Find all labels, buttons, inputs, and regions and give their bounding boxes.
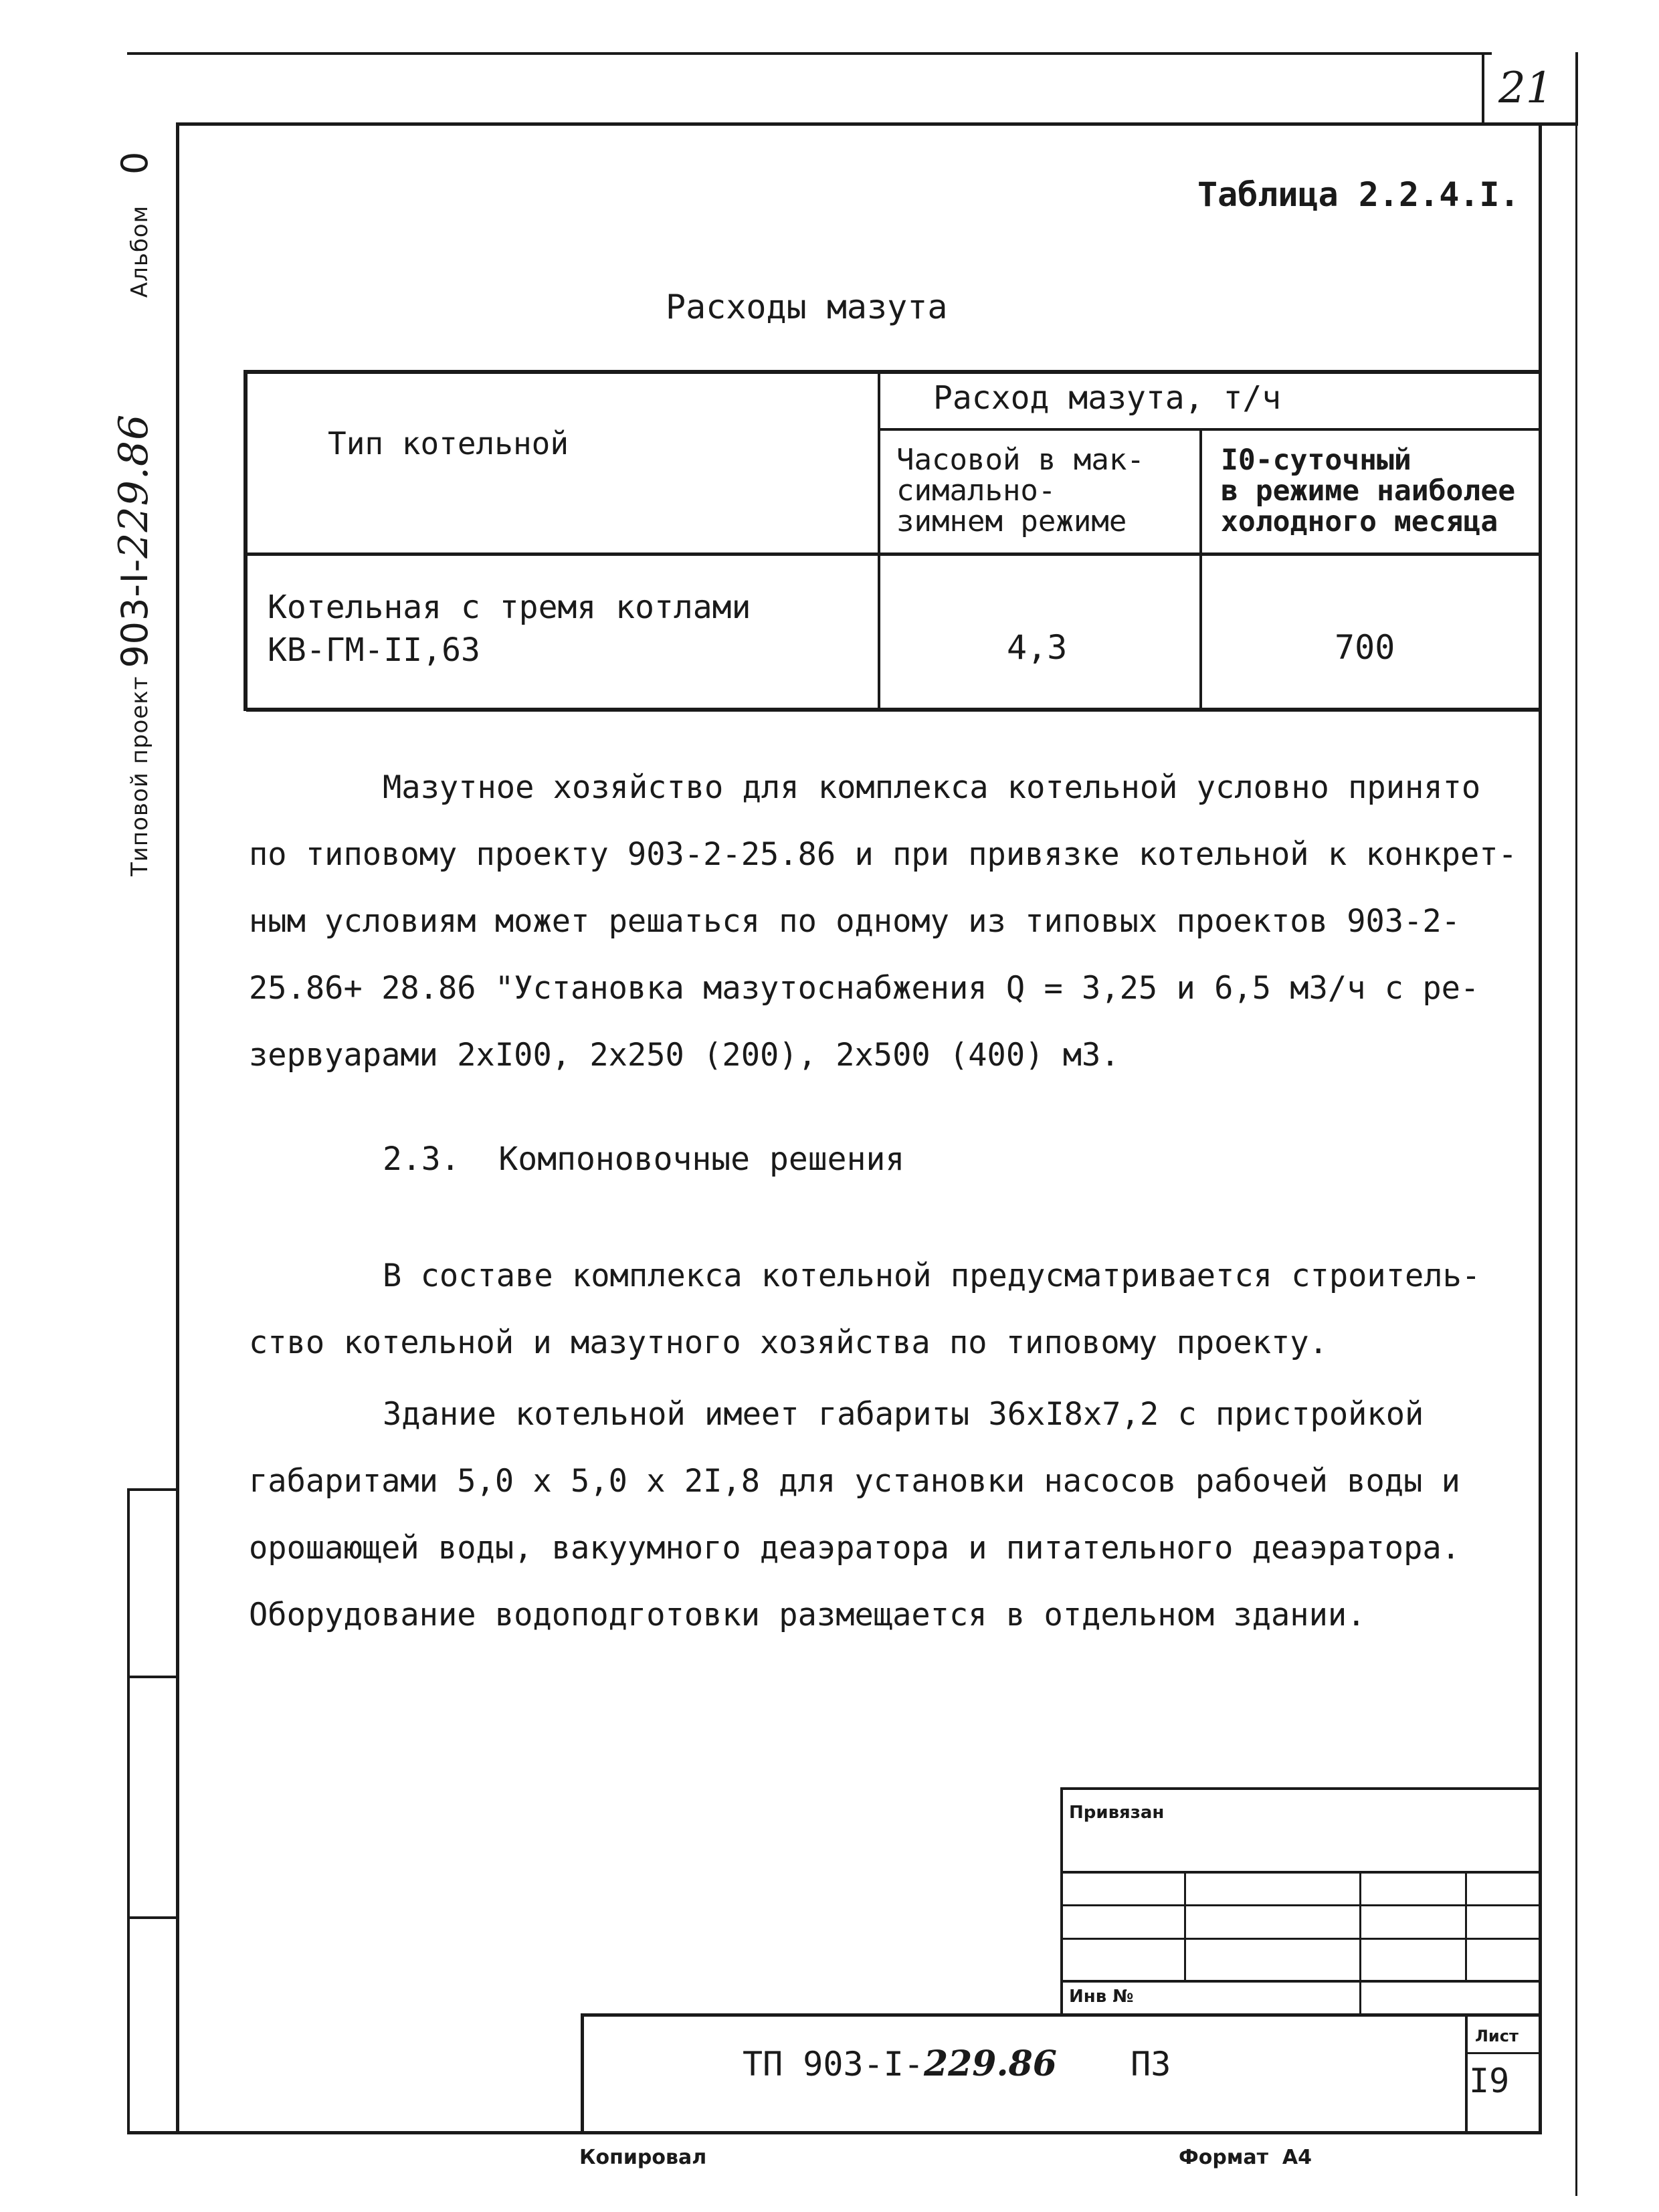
margin-tick-3 bbox=[127, 1916, 179, 1919]
stamp-vert-2 bbox=[1359, 1871, 1361, 2013]
side-margin-label bbox=[110, 7, 157, 876]
table-row-daily: 700 bbox=[1335, 628, 1395, 667]
table-header-type: Тип котельной bbox=[328, 425, 569, 462]
footer-copied: Копировал bbox=[579, 2146, 707, 2169]
table-caption: Таблица 2.2.4.I. bbox=[1197, 175, 1520, 214]
stamp-doc-type: ПЗ bbox=[1131, 2045, 1171, 2084]
p3-line-2: габаритами 5,0 х 5,0 х 2I,8 для установки насосов рабочей воды и bbox=[249, 1463, 1460, 1500]
frame-left bbox=[176, 122, 179, 2132]
row-name-line-1: Котельная с тремя котлами bbox=[268, 589, 751, 626]
section-heading: 2.3. Компоновочные решения bbox=[383, 1140, 905, 1178]
stamp-main-left bbox=[581, 2013, 584, 2134]
p2-line-1: В составе комплекса котельной предусматривается строитель- bbox=[383, 1258, 1481, 1294]
margin-tick-2 bbox=[127, 1676, 179, 1678]
stamp-sheet-left bbox=[1465, 2013, 1468, 2134]
table-subheader-daily bbox=[1221, 445, 1539, 537]
stamp-row1 bbox=[1060, 1871, 1541, 1874]
p2-line-2: ство котельной и мазутного хозяйства по типовому проекту. bbox=[249, 1324, 1328, 1361]
page-number-top: 21 bbox=[1498, 64, 1553, 113]
stamp-row4 bbox=[1060, 1980, 1541, 1983]
table-col2-divider bbox=[1199, 428, 1202, 711]
hourly-line-2: симально- bbox=[896, 474, 1056, 508]
stamp-top bbox=[1060, 1787, 1541, 1790]
p1-line-4: 25.86+ 28.86 "Установка мазутоснабжения Q = 3,25 и 6,5 м3/ч с ре- bbox=[249, 970, 1480, 1007]
stamp-main-top bbox=[582, 2013, 1542, 2017]
pagebox-right bbox=[1575, 52, 1578, 126]
footer-format: Формат А4 bbox=[1179, 2146, 1312, 2169]
frame-right-outer bbox=[1575, 122, 1577, 2196]
stamp-sheet-number: I9 bbox=[1469, 2062, 1510, 2100]
stamp-privyazan: Привязан bbox=[1069, 1803, 1165, 1823]
stamp-vert-3 bbox=[1465, 1871, 1467, 1980]
stamp-vert-1 bbox=[1184, 1871, 1186, 1980]
p1-line-1: Мазутное хозяйство для комплекса котельной условно принято bbox=[383, 769, 1481, 806]
stamp-doc-code-handwritten: 229.86 bbox=[923, 2043, 1057, 2084]
p3-line-1: Здание котельной имеет габариты 36хI8х7,2 с пристройкой bbox=[383, 1396, 1424, 1433]
paragraph-composition bbox=[249, 1243, 1547, 1377]
table-bottom bbox=[246, 708, 1541, 712]
p3-line-3: орошающей воды, вакуумного деаэратора и питательного деаэратора. bbox=[249, 1530, 1460, 1567]
side-album-label: Альбом bbox=[126, 205, 153, 298]
row-name-line-2: КВ-ГМ-II,63 bbox=[268, 631, 480, 669]
frame-top bbox=[177, 122, 1575, 126]
table-row-name bbox=[268, 586, 751, 672]
stamp-row3 bbox=[1060, 1938, 1541, 1940]
daily-line-3: холодного месяца bbox=[1221, 505, 1498, 537]
table-left bbox=[243, 370, 248, 711]
side-project-code-printed: 903-I- bbox=[114, 558, 156, 668]
p3-line-4: Оборудование водоподготовки размещается в отдельном здании. bbox=[249, 1597, 1366, 1633]
table-header-bottom bbox=[246, 552, 1541, 556]
stamp-doc-code-printed: ТП 903-I- bbox=[743, 2045, 924, 2084]
stamp-sheet-label: Лист bbox=[1475, 2027, 1519, 2045]
hourly-line-1: Часовой в мак- bbox=[896, 443, 1145, 477]
margin-tick-1 bbox=[127, 1488, 179, 1491]
table-top bbox=[246, 370, 1541, 374]
frame-right bbox=[1539, 122, 1542, 2132]
hourly-line-3: зимнем режиме bbox=[896, 504, 1127, 538]
table-header-consumption: Расход мазута, т/ч bbox=[933, 379, 1282, 417]
stamp-doc-code bbox=[743, 2043, 1171, 2084]
pagebox-left bbox=[1482, 52, 1484, 126]
table-col1-divider bbox=[878, 370, 880, 711]
stamp-row2 bbox=[1060, 1904, 1541, 1906]
paragraph-fuel-oil bbox=[249, 755, 1547, 1089]
p1-line-2: по типовому проекту 903-2-25.86 и при привязке котельной к конкрет- bbox=[249, 836, 1517, 873]
daily-line-2: в режиме наиболее bbox=[1221, 474, 1516, 508]
p1-line-5: зервуарами 2хI00, 2х250 (200), 2х500 (400) м3. bbox=[249, 1037, 1120, 1074]
margin-line-left bbox=[127, 1488, 130, 2134]
side-album-number: 0 bbox=[114, 150, 156, 175]
paragraph-building bbox=[249, 1381, 1547, 1649]
frame-bottom bbox=[127, 2131, 1542, 2134]
p1-line-3: ным условиям может решаться по одному из типовых проектов 903-2- bbox=[249, 903, 1460, 940]
top-long-rule bbox=[127, 52, 1492, 55]
side-project-prefix: Типовой проект bbox=[126, 676, 153, 876]
daily-line-1: I0-суточный bbox=[1221, 445, 1411, 477]
table-group-under bbox=[878, 428, 1540, 431]
side-project-code-handwritten: 229.86 bbox=[110, 413, 157, 559]
table-subheader-hourly bbox=[896, 445, 1145, 537]
table-title: Расходы мазута bbox=[666, 288, 948, 326]
stamp-inv-no: Инв № bbox=[1069, 1987, 1134, 2007]
table-row-hourly: 4,3 bbox=[1007, 628, 1068, 667]
stamp-sheet-divider bbox=[1465, 2052, 1541, 2054]
